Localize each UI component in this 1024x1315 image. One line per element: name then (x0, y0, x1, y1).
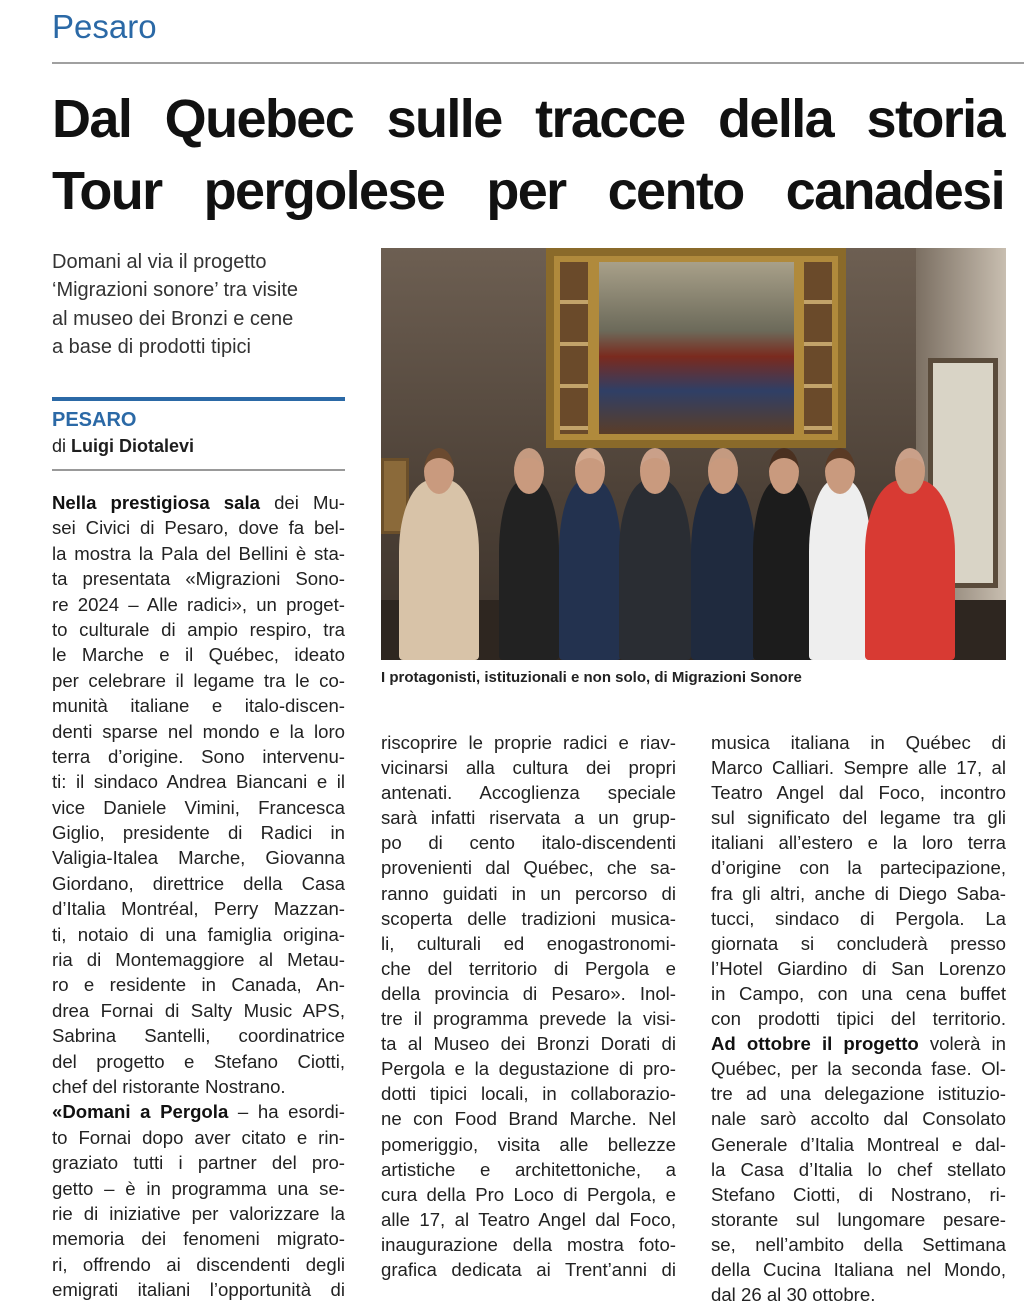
text-line: fra gli altri, anche di Diego Saba- (711, 882, 1006, 904)
text-line: ta presentata «Migrazioni Sono- (52, 568, 345, 590)
headline-line-1: Dal Quebec sulle tracce della storia (52, 89, 1004, 149)
person-head (424, 448, 454, 494)
text-line: to culturale di ampio respiro, tra (52, 618, 345, 640)
text-line: la mostra la Pala del Bellini è sta- (52, 542, 345, 564)
text-line: le Marche e il Québec, ideato (52, 644, 345, 666)
text-line: sarà infatti riservata a un grup- (381, 807, 676, 829)
text-line: ti: il sindaco Andrea Biancani e il (52, 771, 345, 793)
divider (52, 469, 345, 471)
text-line: Giordano, direttrice della Casa (52, 872, 345, 894)
byline (52, 436, 194, 457)
text-line: memoria dei fenomeni migrato- (52, 1228, 345, 1250)
text-line: Giglio, presidente di Radici in (52, 822, 345, 844)
section-title: Pesaro (52, 8, 157, 45)
text-line: Pergola e la degustazione di pro- (381, 1058, 676, 1080)
text-line: d’origine con la partecipazione, (711, 857, 1006, 879)
subhead-line: a base di prodotti tipici (52, 335, 252, 358)
text-line: cura della Pro Loco di Pergola, e (381, 1183, 676, 1205)
bold-lead: Ad ottobre il progetto (711, 1033, 919, 1055)
text-line: terra d’origine. Sono intervenu- (52, 745, 345, 767)
text-line: vice Daniele Vimini, Francesca (52, 796, 345, 818)
person-head (575, 448, 605, 494)
text-line: della provincia di Pesaro». Inol- (381, 982, 676, 1004)
person (559, 480, 621, 660)
subheadline (52, 248, 352, 361)
altar-side-panel (560, 262, 588, 434)
article-column-2 (381, 730, 676, 1282)
text-line: Ad ottobre il progetto volerà in (711, 1033, 1006, 1055)
text-line: ne con Food Brand Marche. Nel (381, 1108, 676, 1130)
altar-side-panel (804, 262, 832, 434)
person-head (895, 448, 925, 494)
text-line: ranno guidati in un percorso di (381, 882, 676, 904)
text-line: Valigia-Italea Marche, Giovanna (52, 847, 345, 869)
person (691, 480, 755, 660)
text-line: d’Italia Montréal, Perry Mazzan- (52, 898, 345, 920)
text-line: ta al Museo dei Bronzi Dorati di (381, 1033, 676, 1055)
text-line: inaugurazione della mostra foto- (381, 1233, 676, 1255)
article-photo (381, 248, 1006, 660)
text-line: italiani all’estero e la loro terra (711, 832, 1006, 854)
text-line: drea Fornai di Salty Music APS, (52, 999, 345, 1021)
text-line: storante sul lungomare pesare- (711, 1208, 1006, 1230)
altarpiece (546, 248, 846, 448)
text-line: emigrati italiani l’opportunità di (52, 1279, 345, 1301)
subhead-line: Domani al via il progetto (52, 251, 267, 273)
text-line: «Domani a Pergola – ha esordi- (52, 1101, 345, 1123)
text-line: li, culturali ed enogastronomi- (381, 932, 676, 954)
text-line: sei Civici di Pesaro, dove fa bel- (52, 517, 345, 539)
person (809, 480, 871, 660)
person-head (514, 448, 544, 494)
text-line: l’Hotel Giardino di San Lorenzo (711, 957, 1006, 979)
text-line: Québec, per la seconda fase. Ol- (711, 1058, 1006, 1080)
text-line: denti sparse nel mondo e la loro (52, 720, 345, 742)
text-line: con prodotti tipici del territorio. (711, 1008, 1006, 1030)
text-line: Stefano Ciotti, di Nostrano, ri- (711, 1183, 1006, 1205)
text-line: antenati. Accoglienza speciale (381, 782, 676, 804)
text-line: del progetto e Stefano Ciotti, (52, 1050, 345, 1072)
text-line: dotti tipici locali, in collaborazio- (381, 1083, 676, 1105)
text-line: chef del ristorante Nostrano. (52, 1075, 286, 1097)
byline-prefix: di (52, 436, 67, 456)
text-line: Nella prestigiosa sala dei Mu- (52, 492, 345, 513)
text-line: to Fornai dopo aver citato e rin- (52, 1126, 345, 1148)
text-line: Teatro Angel dal Foco, incontro (711, 782, 1006, 804)
divider (52, 62, 1024, 64)
text-line: tre ad una delegazione istituzio- (711, 1083, 1006, 1105)
text-line: Marco Calliari. Sempre alle 17, al (711, 757, 1006, 779)
text-line: sul significato del legame tra gli (711, 807, 1006, 829)
text-line: grafica dedicata ai Trent’anni di (381, 1258, 676, 1280)
text-line: Sabrina Santelli, coordinatrice (52, 1025, 345, 1047)
bold-lead: «Domani a Pergola (52, 1101, 229, 1123)
text-line: scoperta delle tradizioni musica- (381, 907, 676, 929)
text-line: pomeriggio, visita alle bellezze (381, 1133, 676, 1155)
article-column-1 (52, 490, 345, 1303)
text-line: musica italiana in Québec di (711, 732, 1006, 753)
subhead-line: ‘Migrazioni sonore’ tra visite (52, 279, 299, 302)
person (399, 480, 479, 660)
text-line: alle 17, al Teatro Angel dal Foco, (381, 1208, 676, 1230)
person-head (825, 448, 855, 494)
bold-lead: Nella prestigiosa sala (52, 492, 260, 513)
headline-line-2: Tour pergolese per cento canadesi (52, 161, 1004, 221)
text-line: Generale d’Italia Montreal e dal- (711, 1133, 1006, 1155)
person-head (640, 448, 670, 494)
byline-author: Luigi Diotalevi (71, 436, 195, 456)
text-line: in Campo, con una cena buffet (711, 982, 1006, 1004)
person-head (769, 448, 799, 494)
person (865, 480, 955, 660)
article-column-3 (711, 730, 1006, 1307)
accent-bar (52, 397, 345, 401)
text-line: ti, notaio di una famiglia origina- (52, 923, 345, 945)
text-line: vicinarsi alla cultura dei propri (381, 757, 676, 779)
text-line: che del territorio di Pergola e (381, 957, 676, 979)
person (499, 480, 559, 660)
text-line: dal 26 al 30 ottobre. (711, 1284, 876, 1306)
text-line: nale sarò accolto dal Consolato (711, 1108, 1006, 1130)
text-line: getto – è in programma una se- (52, 1177, 345, 1199)
text-line: della Cucina Italiana nel Mondo, (711, 1258, 1006, 1280)
photo-caption: I protagonisti, istituzionali e non solo, di Migrazioni Sonore (381, 669, 802, 686)
text-line: graziato tutti i partner del pro- (52, 1152, 345, 1174)
text-line: rie di iniziative per valorizzare la (52, 1202, 345, 1224)
text-line: munità italiane e italo-discen- (52, 695, 345, 717)
text-line: giornata si concluderà presso (711, 932, 1006, 954)
subhead-line: al museo dei Bronzi e cene (52, 307, 294, 330)
text-line: tucci, sindaco di Pergola. La (711, 907, 1006, 929)
text-line: provenienti dal Québec, che sa- (381, 857, 676, 879)
text-line: ria di Montemaggiore al Metau- (52, 949, 345, 971)
text-line: re 2024 – Alle radici», un proget- (52, 593, 345, 615)
text-line: ro e residente in Canada, An- (52, 974, 345, 996)
person-head (708, 448, 738, 494)
text-line: tre il programma prevede la visi- (381, 1008, 676, 1030)
kicker-location: PESARO (52, 409, 137, 431)
text-line: per celebrare il legame tra le co- (52, 669, 345, 691)
altar-painting (599, 262, 794, 434)
person (753, 480, 815, 660)
text-line: riscoprire le proprie radici e riav- (381, 732, 676, 753)
text-line: po di cento italo-discendenti (381, 832, 676, 854)
person (619, 480, 691, 660)
text-line: la Casa d’Italia lo chef stellato (711, 1158, 1006, 1180)
text-line: se, nell’ambito della Settimana (711, 1233, 1006, 1255)
text-line: artistiche e architettoniche, a (381, 1158, 676, 1180)
text-line: ri, offrendo ai discendenti degli (52, 1253, 345, 1275)
